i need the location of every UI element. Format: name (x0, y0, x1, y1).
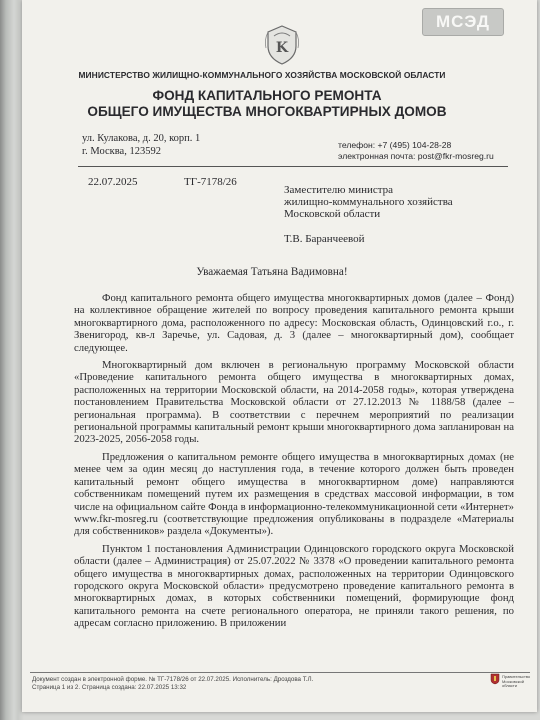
fund-emblem-icon (262, 22, 302, 66)
header-divider (78, 166, 508, 167)
email: электронная почта: post@fkr-mosreg.ru (338, 151, 494, 161)
recipient-line3: Московской области (284, 208, 381, 220)
document-page (22, 0, 537, 712)
region-crest-icon (490, 673, 500, 685)
fund-title-line1: ФОНД КАПИТАЛЬНОГО РЕМОНТА (152, 88, 382, 103)
ministry-name: МИНИСТЕРСТВО ЖИЛИЩНО-КОММУНАЛЬНОГО ХОЗЯЙСТВА МОСКОВСКОЙ ОБЛАСТИ (78, 70, 446, 80)
greeting: Уважаемая Татьяна Вадимовна! (196, 266, 348, 278)
footer-line1: Документ создан в электронной форме. № ТГ-7178/26 от 22.07.2025. Исполнитель: Дроздова Т.Л. (32, 676, 314, 683)
letter-body (74, 292, 514, 635)
crest-caption-line1: Правительство (502, 674, 531, 679)
footer-line2: Страница 1 из 2. Страница создана: 22.07.2025 13:32 (32, 684, 187, 691)
address-line1: ул. Кулакова, д. 20, корп. 1 (82, 133, 201, 144)
svg-text:K: K (275, 40, 289, 56)
address-line2: г. Москва, 123592 (82, 146, 161, 157)
paragraph: Фонд капитального ремонта общего имущества многоквартирных домов (далее – Фонд) на коллективное обращение жителей по вопросу проведения капитального ремонта крыши многоквартирного дома, расположенного по адресу: Московская область, Одинцовский г.о., г. Звенигород, кв-л Заречье, ул. Садовая, д. 3 (далее – многоквартирный дом), сообщает следующее. (74, 292, 514, 354)
footer-divider (30, 672, 530, 673)
document-date: 22.07.2025 (88, 176, 138, 188)
paragraph: Предложения о капитальном ремонте общего имущества в многоквартирных домах (не менее чем за один месяц до наступления года, в течение которого должен быть проведен капитальный ремонт общего имущества в многоквартирном доме) направляются собственникам помещений путем их размещения в средствах массовой информации, в том числе на официальном сайте Фонда в информационно-телекоммуникационной сети «Интернет» www.fkr-mosreg.ru (соответствующие предложения опубликованы в подразделе «Материалы для собственников» раздела «Документы»). (74, 450, 514, 538)
paragraph: Многоквартирный дом включен в региональную программу Московской области «Проведение капитального ремонта общего имущества в многоквартирных домах, расположенных на территории Московской области, на 2014-2058 годы», которая утверждена постановлением Правительства Московской области от 27.12.2013 № 1188/58 (далее – региональная программа). В соответствии с перечнем мероприятий по реализации региональной программы капитальный ремонт крыши многоквартирного дома запланирован на 2023-2025, 2056-2058 годы. (74, 359, 514, 446)
recipient-line1: Заместителю министра (284, 184, 394, 196)
crest-caption-line2: Московской области (502, 678, 524, 688)
document-number: ТГ-7178/26 (184, 176, 237, 188)
medo-stamp: МСЭД (422, 8, 504, 36)
recipient-line2: жилищно-коммунального хозяйства (284, 196, 453, 208)
paragraph: Пунктом 1 постановления Администрации Одинцовского городского округа Московской области (далее – Администрация) от 25.07.2022 № 3378 «О проведении капитального ремонта общего имущества в многоквартирных домах, расположенных на территории Одинцовского городского округа Московской области» предусмотрено проведение капитального ремонта в многоквартирных домах, в которых собственники помещений, формирующие фонд капитального ремонта на счете регионального оператора, не приняли такого решения, по адресам согласно приложению. В приложении (74, 542, 514, 630)
crest-caption (502, 675, 537, 689)
fund-title-line2: ОБЩЕГО ИМУЩЕСТВА МНОГОКВАРТИРНЫХ ДОМОВ (87, 104, 447, 119)
recipient-name: Т.В. Баранчеевой (284, 233, 365, 245)
phone: телефон: +7 (495) 104-28-28 (338, 140, 452, 150)
